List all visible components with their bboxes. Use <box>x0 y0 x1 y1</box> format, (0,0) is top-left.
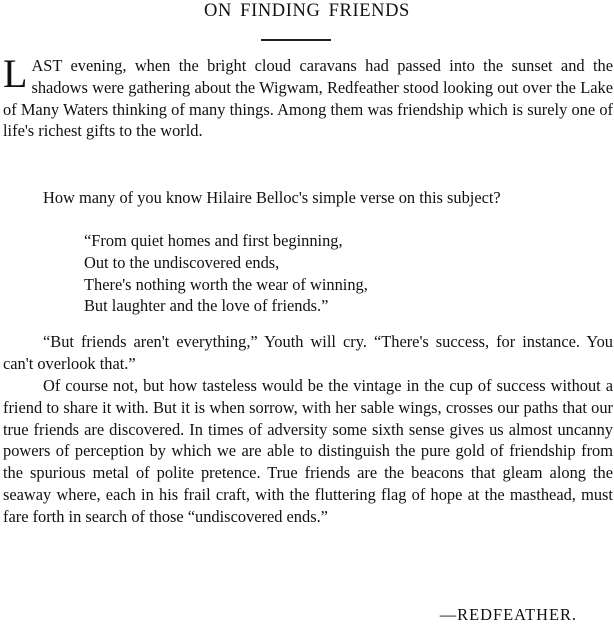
author-signature: —REDFEATHER. <box>439 605 577 624</box>
title-divider <box>261 39 331 41</box>
drop-cap: L <box>3 51 28 96</box>
verse-line: But laughter and the love of friends.” <box>84 296 329 316</box>
article-title: ON FINDING FRIENDS <box>204 1 410 21</box>
paragraph-question: How many of you know Hilaire Belloc's simple verse on this subject? <box>43 188 501 207</box>
belloc-verse <box>84 230 554 317</box>
paragraph-youth: “But friends aren't everything,” Youth will cry. “There's success, for instance. You can't overlook that.” <box>3 332 613 373</box>
verse-line: There's nothing worth the wear of winning, <box>84 274 368 294</box>
paragraph-adversity: Of course not, but how tasteless would be the vintage in the cup of success without a friend to share it with. But it is when sorrow, with her sable wings, crosses our paths that our true friends are discovered. In times of adversity some sixth sense gives us almost uncanny powers of perception by which we are able to distinguish the pure gold of friendship from the spurious metal of polite pretence. True friends are the beacons that gleam along the seaway where, each in his frail craft, with the fluttering flag of hope at the masthead, must fare forth in search of those “undiscovered ends.” <box>3 376 613 526</box>
verse-line: “From quiet homes and first beginning, <box>84 231 343 250</box>
paragraph-intro <box>3 51 613 142</box>
verse-line: Out to the undiscovered ends, <box>84 252 280 272</box>
paragraph-intro-text: AST evening, when the bright cloud caravans had passed into the sunset and the shadows were gathering about the Wigwam, Redfeather stood looking out over the Lake of Many Waters thinking of many things. Among them was friendship which is surely one of life's richest gifts to the world. <box>3 56 613 141</box>
